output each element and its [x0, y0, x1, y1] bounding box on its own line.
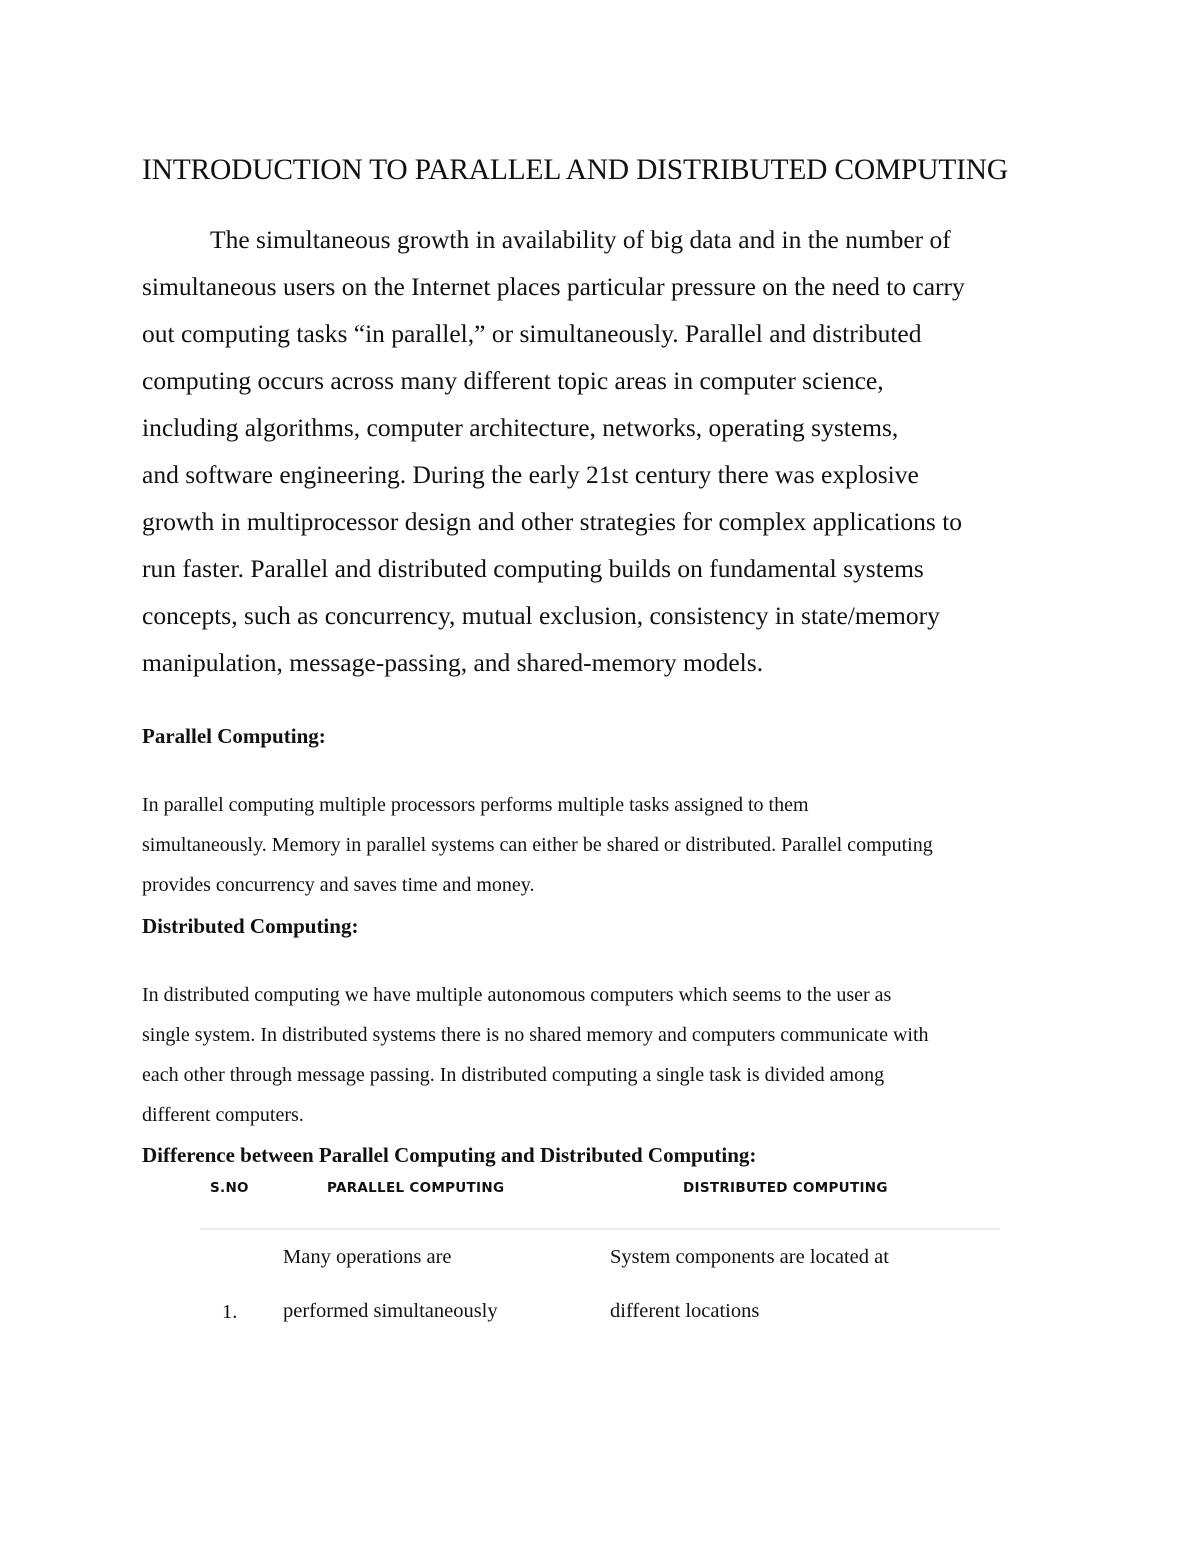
parallel-computing-paragraph [142, 785, 1072, 905]
intro-line: and software engineering. During the early 21st century there was explosive [142, 460, 919, 489]
paragraph-line: different computers. [142, 1104, 304, 1126]
intro-line: growth in multiprocessor design and other strategies for complex applications to [142, 507, 963, 536]
intro-line: The simultaneous growth in availability of big data and in the number of [210, 225, 951, 254]
intro-line: run faster. Parallel and distributed computing builds on fundamental systems [142, 554, 924, 583]
cell-parallel [283, 1230, 498, 1338]
cell-line: different locations [610, 1300, 760, 1322]
cell-distributed [610, 1230, 889, 1338]
header-distributed: DISTRIBUTED COMPUTING [683, 1180, 888, 1196]
comparison-table [200, 1174, 1000, 1340]
intro-line: out computing tasks “in parallel,” or simultaneously. Parallel and distributed [142, 319, 922, 348]
table-header-row [200, 1174, 1000, 1230]
paragraph-line: provides concurrency and saves time and money. [142, 874, 535, 896]
intro-line: concepts, such as concurrency, mutual exclusion, consistency in state/memory [142, 601, 940, 630]
intro-line: computing occurs across many different topic areas in computer science, [142, 366, 884, 395]
distributed-computing-paragraph [142, 975, 1072, 1135]
paragraph-line: single system. In distributed systems there is no shared memory and computers communicate with [142, 1024, 929, 1046]
header-sno: S.NO [210, 1180, 249, 1196]
paragraph-line: In distributed computing we have multiple autonomous computers which seems to the user as [142, 984, 892, 1006]
parallel-computing-heading: Parallel Computing: [142, 724, 326, 748]
distributed-computing-heading: Distributed Computing: [142, 914, 359, 938]
intro-line: including algorithms, computer architecture, networks, operating systems, [142, 413, 899, 442]
intro-paragraph [142, 216, 1062, 686]
paragraph-line: simultaneously. Memory in parallel systems can either be shared or distributed. Parallel computing [142, 834, 933, 856]
intro-line: manipulation, message-passing, and shared-memory models. [142, 648, 764, 677]
intro-line: simultaneous users on the Internet places particular pressure on the need to carry [142, 272, 965, 301]
paragraph-line: In parallel computing multiple processors performs multiple tasks assigned to them [142, 794, 809, 816]
header-parallel: PARALLEL COMPUTING [327, 1180, 505, 1196]
paragraph-line: each other through message passing. In distributed computing a single task is divided among [142, 1064, 885, 1086]
difference-heading: Difference between Parallel Computing and Distributed Computing: [142, 1143, 757, 1167]
cell-line: Many operations are [283, 1246, 452, 1268]
table-row [200, 1230, 1000, 1340]
cell-sno: 1. [222, 1301, 238, 1323]
cell-line: System components are located at [610, 1246, 889, 1268]
cell-line: performed simultaneously [283, 1300, 498, 1322]
document-title: INTRODUCTION TO PARALLEL AND DISTRIBUTED COMPUTING [142, 154, 1008, 186]
